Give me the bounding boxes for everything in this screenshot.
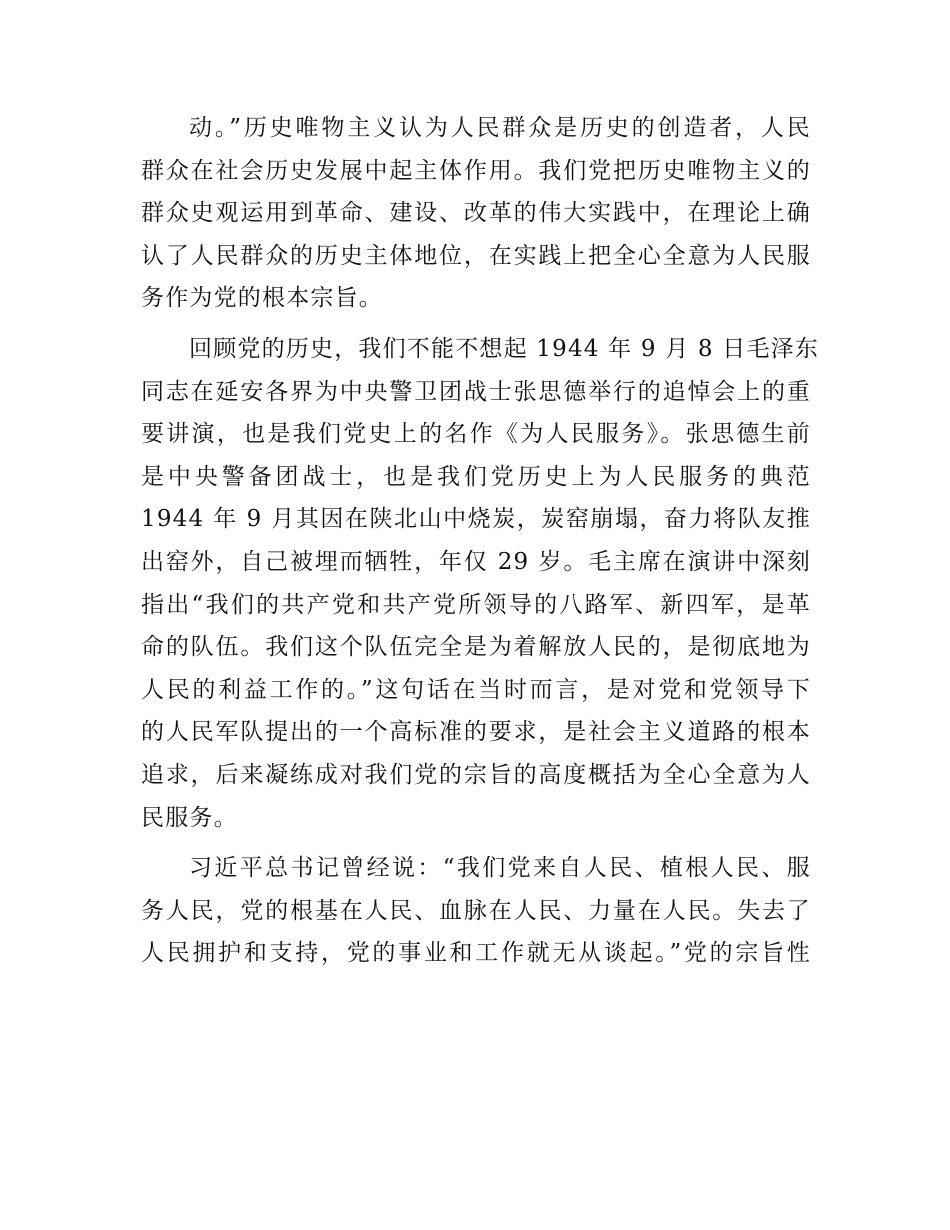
- text-line: 动。”历史唯物主义认为人民群众是历史的创造者，人民: [189, 115, 811, 141]
- text-line: 人民拥护和支持，党的事业和工作就无从谈起。”党的宗旨性: [141, 940, 811, 967]
- text-line: 是中央警备团战士，也是我们党历史上为人民服务的典范: [141, 463, 811, 490]
- text-line: 务人民，党的根基在人民、血脉在人民、力量在人民。失去了: [141, 897, 811, 924]
- text-line: 命的队伍。我们这个队伍完全是为着解放人民的，是彻底地为: [141, 634, 811, 661]
- text-line: 习近平总书记曾经说：“我们党来自人民、植根人民、服: [189, 855, 811, 882]
- text-line: 务作为党的根本宗旨。: [141, 285, 383, 312]
- text-line: 要讲演，也是我们党史上的名作《为人民服务》。张思德生前: [141, 421, 811, 448]
- text-line: 民服务。: [141, 804, 238, 831]
- document-body: [141, 107, 820, 983]
- text-line: 指出“我们的共产党和共产党所领导的八路军、新四军，是革: [141, 591, 811, 618]
- text-line: 群众在社会历史发展中起主体作用。我们党把历史唯物主义的: [141, 157, 811, 184]
- paragraph-2: [141, 328, 820, 839]
- paragraph-1: [141, 107, 811, 320]
- text-line: 1944 年 9 月其因在陕北山中烧炭，炭窑崩塌，奋力将队友推: [141, 506, 811, 533]
- text-line: 同志在延安各界为中央警卫团战士张思德举行的追悼会上的重: [141, 378, 811, 405]
- text-line: 人民的利益工作的。”这句话在当时而言，是对党和党领导下: [141, 676, 811, 703]
- text-line: 的人民军队提出的一个高标准的要求，是社会主义道路的根本: [141, 719, 811, 746]
- paragraph-3: [141, 847, 811, 975]
- text-line: 追求，后来凝练成对我们党的宗旨的高度概括为全心全意为人: [141, 761, 811, 788]
- text-line: 出窑外，自己被埋而牺牲，年仅 29 岁。毛主席在演讲中深刻: [141, 548, 811, 575]
- text-line: 认了人民群众的历史主体地位，在实践上把全心全意为人民服: [141, 242, 811, 269]
- text-line: 群众史观运用到革命、建设、改革的伟大实践中，在理论上确: [141, 200, 811, 227]
- text-line: 回顾党的历史，我们不能不想起 1944 年 9 月 8 日毛泽东: [189, 335, 820, 362]
